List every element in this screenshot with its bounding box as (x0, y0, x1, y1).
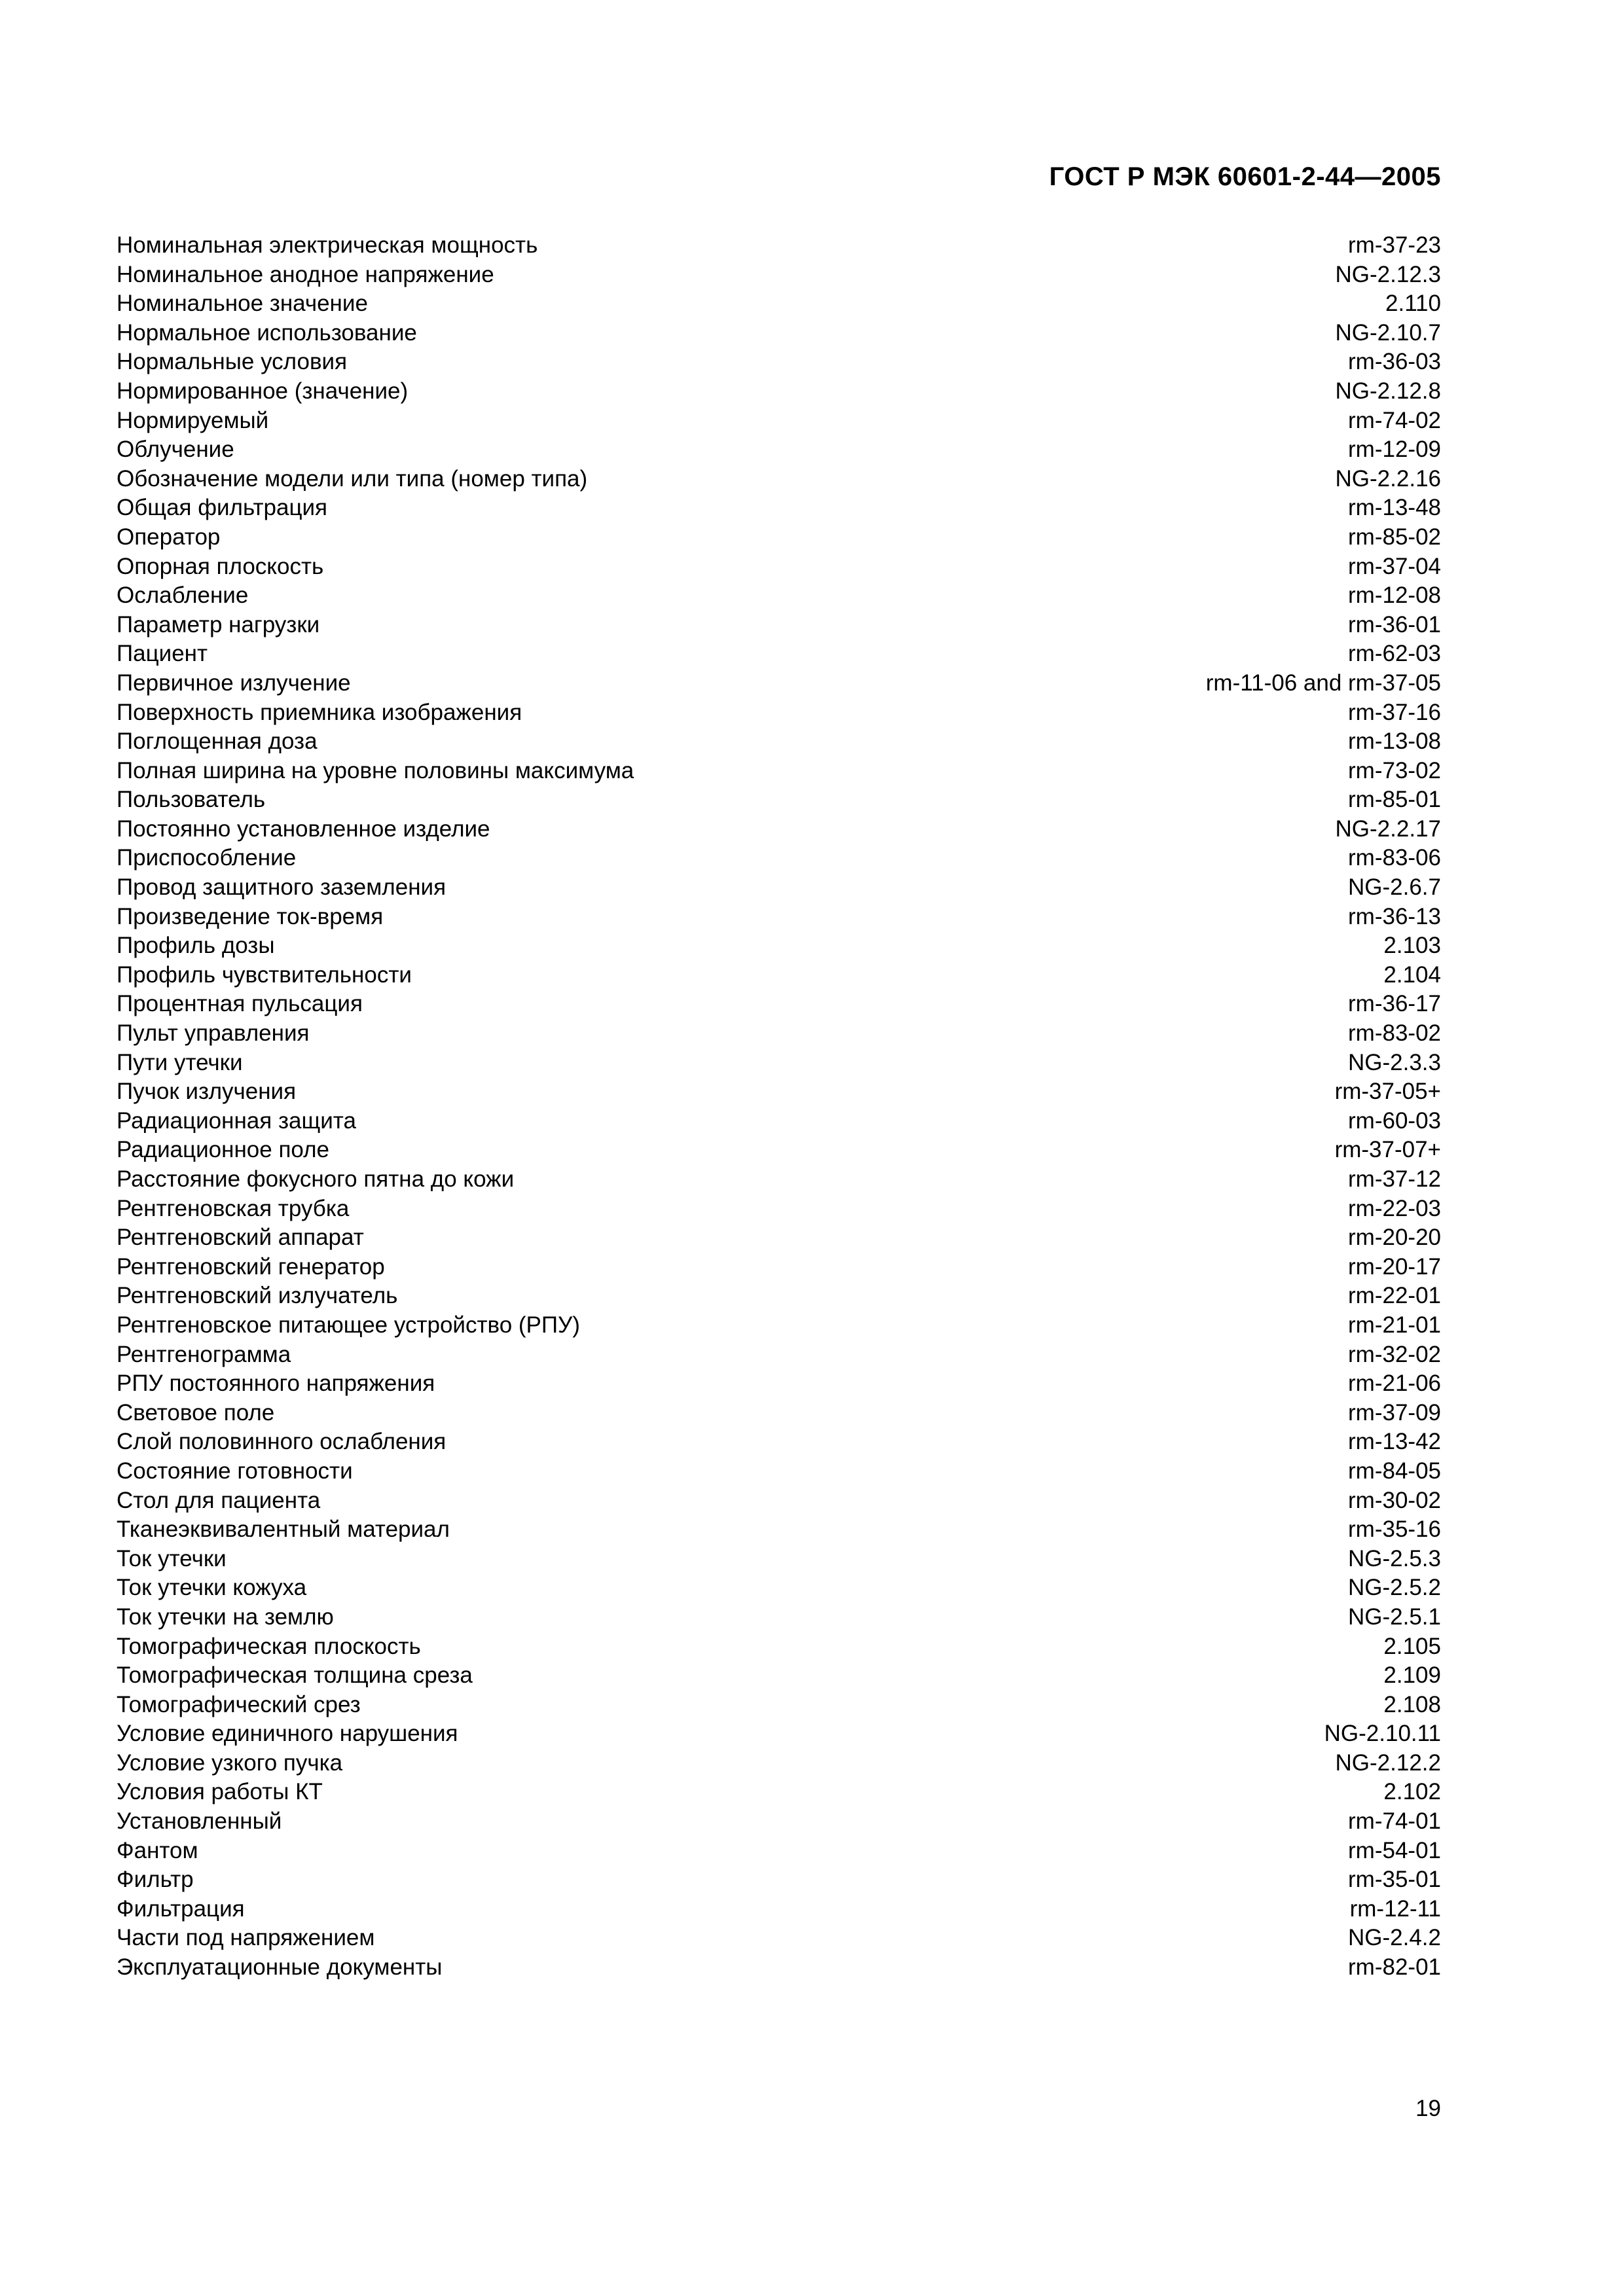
index-reference: rm-37-09 (1348, 1399, 1441, 1426)
index-reference: rm-20-17 (1348, 1253, 1441, 1280)
index-term: Пользователь (117, 787, 266, 813)
index-term: Стол для пациента (117, 1487, 321, 1513)
index-term: Пульт управления (117, 1020, 310, 1047)
index-reference: NG-2.12.8 (1335, 378, 1441, 404)
index-entry (117, 231, 1441, 260)
index-reference: rm-12-08 (1348, 583, 1441, 609)
index-term: Номинальное значение (117, 291, 368, 317)
index-reference: rm-73-02 (1348, 757, 1441, 783)
index-entry (117, 1749, 1441, 1778)
index-reference: rm-36-17 (1348, 991, 1441, 1017)
index-term: Томографический срез (117, 1691, 361, 1717)
index-entry (117, 1427, 1441, 1457)
index-entry (117, 1924, 1441, 1953)
index-entry (117, 1486, 1441, 1516)
index-entry (117, 523, 1441, 552)
index-entry (117, 1369, 1441, 1399)
index-entry (117, 465, 1441, 494)
index-entry (117, 1778, 1441, 1807)
index-term: Состояние готовности (117, 1458, 353, 1484)
index-entry (117, 1895, 1441, 1924)
index-term: Части под напряжением (117, 1925, 375, 1951)
index-reference: rm-74-02 (1348, 407, 1441, 433)
index-term: Рентгеновский генератор (117, 1253, 385, 1280)
index-reference: NG-2.6.7 (1348, 874, 1441, 901)
index-reference: rm-37-23 (1348, 232, 1441, 258)
index-term: Световое поле (117, 1399, 275, 1426)
index-reference: NG-2.10.7 (1335, 319, 1441, 346)
index-term: Томографическая плоскость (117, 1633, 421, 1659)
index-term: Фильтрация (117, 1895, 245, 1922)
index-reference: rm-85-01 (1348, 787, 1441, 813)
index-term: Опорная плоскость (117, 553, 324, 579)
index-reference: rm-62-03 (1348, 641, 1441, 667)
index-entry (117, 1545, 1441, 1574)
index-term: Пути утечки (117, 1049, 243, 1075)
index-entry (117, 1399, 1441, 1428)
index-reference: rm-22-03 (1348, 1195, 1441, 1221)
index-reference: 2.104 (1383, 961, 1441, 988)
index-term: Оператор (117, 524, 221, 550)
index-reference: 2.102 (1383, 1779, 1441, 1805)
index-term: Условия работы КТ (117, 1779, 323, 1805)
index-entry (117, 1691, 1441, 1720)
index-reference: 2.103 (1383, 933, 1441, 959)
index-term: Ток утечки (117, 1545, 227, 1571)
index-term: Эксплуатационные документы (117, 1954, 443, 1981)
index-reference: NG-2.4.2 (1348, 1925, 1441, 1951)
index-reference: rm-37-07+ (1334, 1137, 1441, 1163)
index-entry (117, 1603, 1441, 1632)
index-entry (117, 611, 1441, 640)
index-reference: NG-2.5.1 (1348, 1604, 1441, 1630)
page-number: 19 (1415, 2096, 1441, 2121)
index-term: Поверхность приемника изображения (117, 699, 522, 725)
index-reference: NG-2.5.2 (1348, 1575, 1441, 1601)
index-entry (117, 844, 1441, 873)
index-entry (117, 669, 1441, 698)
index-term: Рентгеновская трубка (117, 1195, 350, 1221)
index-entry (117, 260, 1441, 290)
index-entry (117, 1457, 1441, 1486)
index-term: Пациент (117, 641, 208, 667)
index-entry (117, 552, 1441, 582)
index-entry (117, 1340, 1441, 1370)
index-term: Рентгеновский излучатель (117, 1283, 398, 1309)
index-term: Тканеэквивалентный материал (117, 1516, 450, 1543)
index-entry (117, 1661, 1441, 1691)
index-reference: rm-13-08 (1348, 728, 1441, 755)
index-reference: rm-83-02 (1348, 1020, 1441, 1047)
index-term: Пучок излучения (117, 1079, 297, 1105)
index-entry (117, 1807, 1441, 1837)
index-entry (117, 931, 1441, 961)
index-term: Полная ширина на уровне половины максимума (117, 757, 634, 783)
index-term: РПУ постоянного напряжения (117, 1371, 435, 1397)
index-entry (117, 1253, 1441, 1282)
index-term: Ослабление (117, 583, 249, 609)
index-term: Номинальная электрическая мощность (117, 232, 538, 258)
index-term: Параметр нагрузки (117, 611, 320, 637)
index-reference: rm-60-03 (1348, 1107, 1441, 1134)
index-term: Нормальные условия (117, 349, 348, 375)
index-entry (117, 1107, 1441, 1136)
index-entry (117, 1953, 1441, 1982)
index-term: Нормальное использование (117, 319, 417, 346)
index-entry (117, 1865, 1441, 1895)
index-term: Условие узкого пучка (117, 1749, 343, 1776)
index-reference: rm-36-01 (1348, 611, 1441, 637)
index-reference: rm-20-20 (1348, 1225, 1441, 1251)
index-reference: rm-37-05+ (1334, 1079, 1441, 1105)
index-term: Номинальное анодное напряжение (117, 261, 494, 287)
index-entry (117, 1194, 1441, 1224)
index-reference: rm-13-42 (1348, 1429, 1441, 1455)
index-entry (117, 1223, 1441, 1253)
index-term: Процентная пульсация (117, 991, 363, 1017)
index-entry (117, 1136, 1441, 1165)
index-reference: rm-21-06 (1348, 1371, 1441, 1397)
index-term: Установленный (117, 1808, 282, 1835)
index-term: Условие единичного нарушения (117, 1721, 458, 1747)
index-entry (117, 1837, 1441, 1866)
index-term: Расстояние фокусного пятна до кожи (117, 1166, 515, 1192)
index-entry (117, 1515, 1441, 1545)
index-term: Поглощенная доза (117, 728, 318, 755)
index-reference: rm-85-02 (1348, 524, 1441, 550)
index-entry (117, 961, 1441, 990)
index-entry (117, 406, 1441, 436)
index-entry (117, 698, 1441, 728)
index-reference: 2.105 (1383, 1633, 1441, 1659)
index-entry (117, 1311, 1441, 1340)
index-reference: NG-2.2.16 (1335, 465, 1441, 492)
index-reference: rm-83-06 (1348, 845, 1441, 871)
index-term: Провод защитного заземления (117, 874, 447, 901)
index-term: Профиль чувствительности (117, 961, 412, 988)
index-reference: rm-54-01 (1348, 1837, 1441, 1863)
index-term: Профиль дозы (117, 933, 275, 959)
index-entry (117, 348, 1441, 377)
index-reference: rm-82-01 (1348, 1954, 1441, 1981)
index-reference: 2.108 (1383, 1691, 1441, 1717)
index-entry (117, 319, 1441, 348)
index-term: Рентгенограмма (117, 1341, 291, 1367)
index-entry (117, 903, 1441, 932)
index-reference: NG-2.5.3 (1348, 1545, 1441, 1571)
index-term: Томографическая толщина среза (117, 1662, 473, 1689)
index-term: Приспособление (117, 845, 297, 871)
index-term: Первичное излучение (117, 670, 351, 696)
index-reference: rm-35-16 (1348, 1516, 1441, 1543)
index-entry (117, 639, 1441, 669)
index-entry (117, 377, 1441, 406)
document-header: ГОСТ Р МЭК 60601-2-44—2005 (1049, 162, 1441, 191)
index-entry (117, 815, 1441, 844)
index-term: Постоянно установленное изделие (117, 816, 490, 842)
index-reference: rm-11-06 and rm-37-05 (1205, 670, 1441, 696)
index-entry (117, 757, 1441, 786)
index-entry (117, 873, 1441, 903)
index-reference: rm-12-09 (1348, 437, 1441, 463)
index-entry (117, 1632, 1441, 1662)
index-entry (117, 1573, 1441, 1603)
index-entry (117, 1077, 1441, 1107)
index-reference: rm-37-04 (1348, 553, 1441, 579)
index-term: Нормированное (значение) (117, 378, 409, 404)
index-term: Обозначение модели или типа (номер типа) (117, 465, 588, 492)
index-reference: rm-21-01 (1348, 1312, 1441, 1338)
index-entry (117, 1282, 1441, 1311)
index-term: Рентгеновское питающее устройство (РПУ) (117, 1312, 580, 1338)
index-entry (117, 581, 1441, 611)
index-reference: rm-37-16 (1348, 699, 1441, 725)
index-reference: rm-13-48 (1348, 495, 1441, 521)
index-reference: rm-32-02 (1348, 1341, 1441, 1367)
index-reference: NG-2.12.2 (1335, 1749, 1441, 1776)
index-entry (117, 1019, 1441, 1049)
index-term: Фантом (117, 1837, 198, 1863)
index-entry (117, 435, 1441, 465)
index-reference: rm-74-01 (1348, 1808, 1441, 1835)
index-reference: rm-35-01 (1348, 1867, 1441, 1893)
index-entry (117, 785, 1441, 815)
index-reference: NG-2.12.3 (1335, 261, 1441, 287)
index-reference: NG-2.2.17 (1335, 816, 1441, 842)
index-entry (117, 990, 1441, 1019)
index-term: Слой половинного ослабления (117, 1429, 447, 1455)
index-entry (117, 1049, 1441, 1078)
index-entry (117, 1165, 1441, 1194)
index-reference: NG-2.10.11 (1324, 1721, 1441, 1747)
index-reference: rm-22-01 (1348, 1283, 1441, 1309)
index-reference: NG-2.3.3 (1348, 1049, 1441, 1075)
index-reference: rm-12-11 (1349, 1895, 1441, 1922)
index-entry (117, 493, 1441, 523)
index-entry (117, 1719, 1441, 1749)
term-index-list (117, 231, 1441, 1982)
index-entry (117, 727, 1441, 757)
index-reference: rm-84-05 (1348, 1458, 1441, 1484)
index-term: Общая фильтрация (117, 495, 327, 521)
index-reference: rm-36-03 (1348, 349, 1441, 375)
index-reference: 2.110 (1385, 291, 1441, 317)
index-term: Облучение (117, 437, 234, 463)
index-term: Ток утечки на землю (117, 1604, 334, 1630)
index-reference: rm-37-12 (1348, 1166, 1441, 1192)
index-reference: rm-36-13 (1348, 903, 1441, 929)
index-term: Радиационная защита (117, 1107, 356, 1134)
index-term: Нормируемый (117, 407, 269, 433)
index-entry (117, 289, 1441, 319)
index-term: Рентгеновский аппарат (117, 1225, 364, 1251)
index-reference: rm-30-02 (1348, 1487, 1441, 1513)
index-term: Произведение ток-время (117, 903, 384, 929)
index-reference: 2.109 (1383, 1662, 1441, 1689)
index-term: Ток утечки кожуха (117, 1575, 307, 1601)
index-term: Фильтр (117, 1867, 194, 1893)
index-term: Радиационное поле (117, 1137, 329, 1163)
